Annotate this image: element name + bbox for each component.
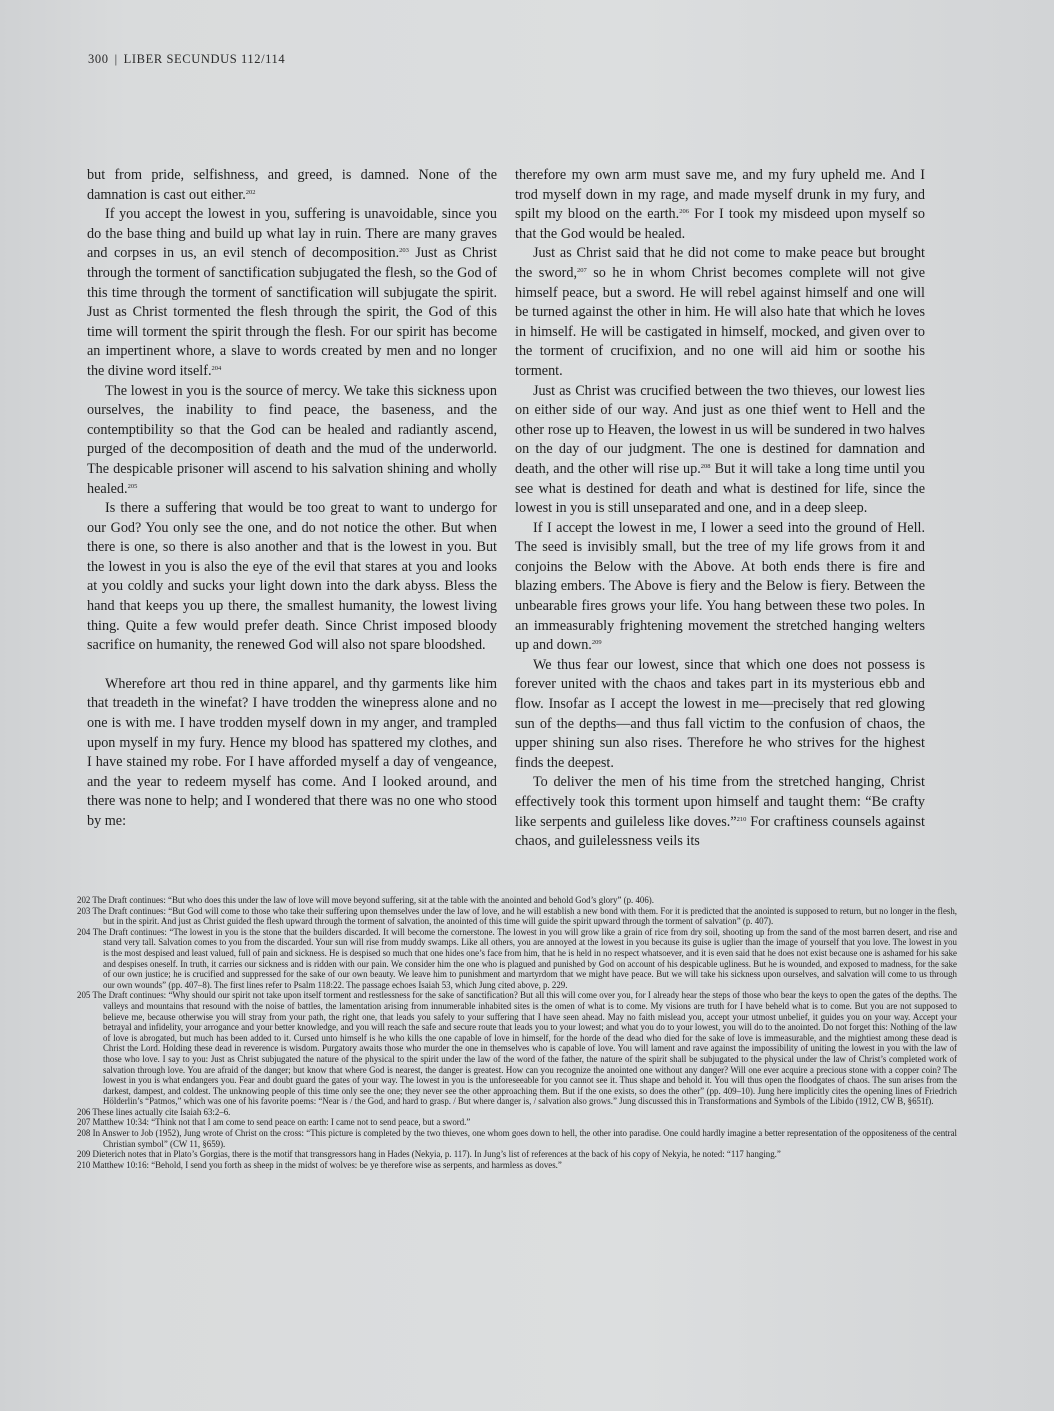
paragraph: The lowest in you is the source of mercy. We take this sickness upon ourselves, the inability to find peace, the baseness, and the contemptibility so that the God can be healed and radiantly ascend, purged of the decomposition of death and the mud of the underworld. The despicable prisoner will ascend to his salvation shining and wholly healed.$^{205}$ bbox=[87, 382, 497, 497]
footnote bbox=[77, 1149, 957, 1160]
paragraph: If I accept the lowest in me, I lower a seed into the ground of Hell. The seed is invisibly small, but the tree of my life grows from it and conjoins the Below with the Above. At both ends there is fire and blazing embers. The Above is fiery and the Below is fiery. Between the unbearable fires grows your life. You hang between these two poles. In an immeasurably frightening movement the stretched hanging welters up and down.$^{209}$ bbox=[515, 519, 925, 654]
footnote-text: Matthew 10:16: “Behold, I send you forth as sheep in the midst of wolves: be ye therefore wise as serpents, and harmless as doves.” bbox=[92, 1159, 562, 1170]
footnote-ref: 204 bbox=[211, 364, 222, 372]
footnote bbox=[77, 906, 957, 927]
right-column bbox=[515, 166, 925, 852]
footnote-number: 207 bbox=[77, 1117, 91, 1128]
footnote-number: 205 bbox=[77, 990, 91, 1001]
paragraph: If you accept the lowest in you, suffering is unavoidable, since you do the base thing and build up what lay in ruin. There are many graves and corpses in us, an evil stench of decomposition.$^{203}$ Just as Christ through the torment of sanctification subjugated the flesh, so the God of this time through the torment of sanctification will subjugate the spirit. Just as Christ tormented the flesh through the spirit, the God of this time will torment the spirit through the flesh. For our spirit has become an impertinent whore, a slave to words created by men and no longer the divine word itself.$^{204}$ bbox=[87, 206, 497, 379]
paragraph: Just as Christ was crucified between the two thieves, our lowest lies on either side of our way. And just as one thief went to Hell and the other rose up to Heaven, the lowest in us will be sundered in two halves on the day of our judgment. The one is destined for damnation and death, and the other will rise up.$^{208}$ But it will take a long time until you see what is destined for death and what is destined for life, since the lowest in you is still unseparated and one, and in a deep sleep. bbox=[515, 382, 926, 517]
footnote bbox=[77, 990, 957, 1107]
footnote-text: In Answer to Job (1952), Jung wrote of Christ on the cross: “This picture is completed by the two thieves, one whom goes down to hell, the other into paradise. One could hardly imagine a better representation of the oppositeness of the central Christian symbol” (CW 11, §659). bbox=[92, 1128, 957, 1149]
paragraph: but from pride, selfishness, and greed, is damned. None of the damnation is cast out either.$^{202}$ bbox=[87, 167, 497, 203]
footnote-ref: 210 bbox=[736, 815, 747, 823]
footnote-number: 208 bbox=[77, 1128, 91, 1139]
footnote-text: The Draft continues: “But God will come to those who take their suffering upon themselves under the law of love, and he will establish a new bond with them. For it is predicted that the anointed is supposed to return, but no longer in the flesh, but in the spirit. And just as Christ guided the flesh upward through the torment of salvation, the anointed of this time will guide the spirit upward through the torment of salvation” (p. 407). bbox=[92, 905, 957, 927]
paragraph: therefore my own arm must save me, and my fury upheld me. And I trod myself down in my rage, and made myself drunk in my fury, and spilt my blood on the earth.$^{206}$ For I took my misdeed upon myself so that the God would be healed. bbox=[515, 167, 926, 242]
footnote-number: 202 bbox=[77, 895, 91, 905]
footnote bbox=[77, 1107, 957, 1118]
left-column bbox=[87, 166, 497, 832]
footnote-text: Dieterich notes that in Plato’s Gorgias, there is the motif that transgressors hang in Hades (Nekyia, p. 117). In Jung’s list of references at the back of his copy of Nekyia, he noted: “117 hanging.” bbox=[92, 1149, 781, 1160]
footnote-ref: 206 bbox=[679, 208, 689, 216]
footnote bbox=[77, 895, 957, 906]
footnotes bbox=[77, 895, 957, 1170]
footnote-text: The Draft continues: “But who does this under the law of love will move beyond suffering, sit at the table with the anointed and behold God’s glory” (p. 406). bbox=[92, 895, 654, 905]
running-header bbox=[88, 52, 285, 67]
page-number: 300 bbox=[88, 52, 109, 66]
footnote-ref: 208 bbox=[700, 462, 711, 470]
paragraph: Wherefore art thou red in thine apparel, and thy garments like him that treadeth in the winefat? I have trodden the winepress alone and no one is with me. I have trodden myself down in my anger, and trampled upon myself in my fury. Hence my blood has spattered my clothes, and I have stained my robe. For I have afforded myself a day of vengeance, and the year to redeem myself has come. And I looked around, and there was none to help; and I wondered that there was no one who stood by me: bbox=[87, 675, 497, 829]
footnote-ref: 203 bbox=[399, 247, 409, 255]
footnote-text: Matthew 10:34: “Think not that I am come to send peace on earth: I came not to send peace, but a sword.” bbox=[92, 1117, 471, 1128]
paragraph: To deliver the men of his time from the stretched hanging, Christ effectively took this torment upon himself and taught them: “Be crafty like serpents and guileless like doves.”$^{210}$ For craftiness counsels against chaos, and guilelessness veils its bbox=[515, 774, 925, 850]
footnote bbox=[77, 1160, 957, 1171]
footnote-number: 203 bbox=[77, 905, 91, 916]
footnote-number: 204 bbox=[77, 926, 91, 937]
paragraph: We thus fear our lowest, since that which one does not possess is forever united with the chaos and takes part in its mysterious ebb and flow. Insofar as I accept the lowest in me—precisely that red glowing sun of the depths—and thus fall victim to the confusion of chaos, the upper shining sun also rises. Therefore he who strives for the highest finds the deepest. bbox=[515, 656, 925, 771]
footnote-text: The Draft continues: “Why should our spirit not take upon itself torment and restlessness for the sake of sanctification? But all this will come over you, for I already hear the steps of those who bear the keys to open the gates of the depths. The valleys and mountains that resound with the noise of battles, the lamentation arising from innumerable inhabited sites is the omen of what is to come. My visions are truth for I have beheld what is to come. But you are not supposed to believe me, because otherwise you will stray from your path, the right one, that leads you safely to your suffering that I have seen ahead. May no faith mislead you, accept your utmost unbelief, it guides you on your way. Accept your betrayal and infidelity, your arrogance and your better knowledge, and you will reach the safe and secure route that leads you to your lowest; and what you do to your lowest, you will do to the anointed. Do not forget this: Nothing of the law of love is abrogated, but much has been added to it. Cursed unto himself is he who kills the one capable of love in himself, for the horde of the dead who died for the sake of love is immeasurable, and the mightiest among these dead is Christ the Lord. Holding these dead in reverence is wisdom. Purgatory awaits those who murder the one in themselves who is capable of love. You will lament and rave against the impossibility of uniting the lowest in you with the law of those who love. I say to you: Just as Christ subjugated the nature of the physical to the spirit under the law of the word of the father, the nature of the spirit shall be subjugated to the physical under the law of Christ’s completed work of salvation through love. You are afraid of the danger; but know that where God is nearest, the danger is greatest. How can you recognize the anointed one without any danger? Will one ever acquire a precious stone with a copper coin? The lowest in you is what endangers you. Fear and doubt guard the gates of your way. The lowest in you is the unforeseeable for you cannot see it. Thus shape and behold it. You will thus open the floodgates of chaos. The sun arises from the darkest, dampest, and coldest. The unknowing people of this time only see the one; they never see the other approaching them. But if the one exists, so does the other” (pp. 409–10). Jung here implicitly cites the opening lines of Friedrich Hölderlin’s “Patmos,” which was one of his favorite poems: “Near is / the God, and hard to grasp. / But where danger is, / salvation also grows.” Jung discussed this in Transformations and Symbols of the Libido (1912, CW B, §651f). bbox=[92, 990, 957, 1107]
footnote-ref: 207 bbox=[577, 266, 587, 274]
paragraph: Just as Christ said that he did not come to make peace but brought the sword,$^{207}$ so he in whom Christ becomes complete will not give himself peace, but a sword. He will rebel against himself and one will be turned against the other in him. He will also hate that which he loves in himself. He will be castigated in himself, mocked, and given over to the torment of crucifixion, and no one will aid him or soothe his torment. bbox=[515, 245, 925, 379]
header-separator: | bbox=[114, 52, 118, 66]
footnote bbox=[77, 1117, 957, 1128]
footnote-ref: 202 bbox=[245, 188, 256, 196]
footnote-number: 209 bbox=[77, 1149, 91, 1160]
footnote-text: These lines actually cite Isaiah 63:2–6. bbox=[92, 1106, 231, 1117]
footnote-number: 210 bbox=[77, 1159, 91, 1170]
paragraph: Is there a suffering that would be too great to want to undergo for our God? You only see the one, and do not notice the other. But when there is one, so there is also another and that is the lowest in you. But the lowest in you is also the eye of the evil that stares at you and looks at you coldly and sucks your light down into the dark abyss. Bless the hand that keeps you up there, the smallest humanity, the lowest living thing. Quite a few would prefer death. Since Christ imposed bloody sacrifice on humanity, the renewed God will also not spare bloodshed. bbox=[87, 500, 497, 654]
footnote-number: 206 bbox=[77, 1106, 91, 1117]
section-title: LIBER SECUNDUS 112/114 bbox=[123, 52, 286, 66]
footnote-ref: 205 bbox=[127, 482, 138, 490]
footnote-text: The Draft continues: “The lowest in you is the stone that the builders discarded. It will become the cornerstone. The lowest in you will grow like a grain of rice from dry soil, shooting up from the sand of the most barren desert, and rise and stand very tall. Salvation comes to you from the discarded. Your sun will rise from muddy swamps. Like all others, you are annoyed at the lowest in you because its guise is uglier than the image of yourself that you love. The lowest in you is the most despised and least valued, full of pain and sickness. He is despised so much that one hides one’s face from him, that he is held in no respect whatsoever, and it is even said that he does not exist because one is ashamed for his sake and despises oneself. In truth, it carries our sickness and is ridden with our pain. We consider him the one who is plagued and punished by God on account of his despicable ugliness. But he is wounded, and exposed to madness, for the sake of our own justice; he is crucified and suppressed for the sake of our own beauty. We leave him to punishment and martyrdom that we might have peace. But we will take his sickness upon ourselves, and salvation will come to us through our own wounds” (pp. 407–8). The first lines refer to Psalm 118:22. The passage echoes Isaiah 53, which Jung cited above, p. 229. bbox=[92, 926, 958, 990]
footnote bbox=[77, 1128, 957, 1149]
footnote-ref: 209 bbox=[591, 639, 602, 647]
footnote bbox=[77, 927, 957, 991]
